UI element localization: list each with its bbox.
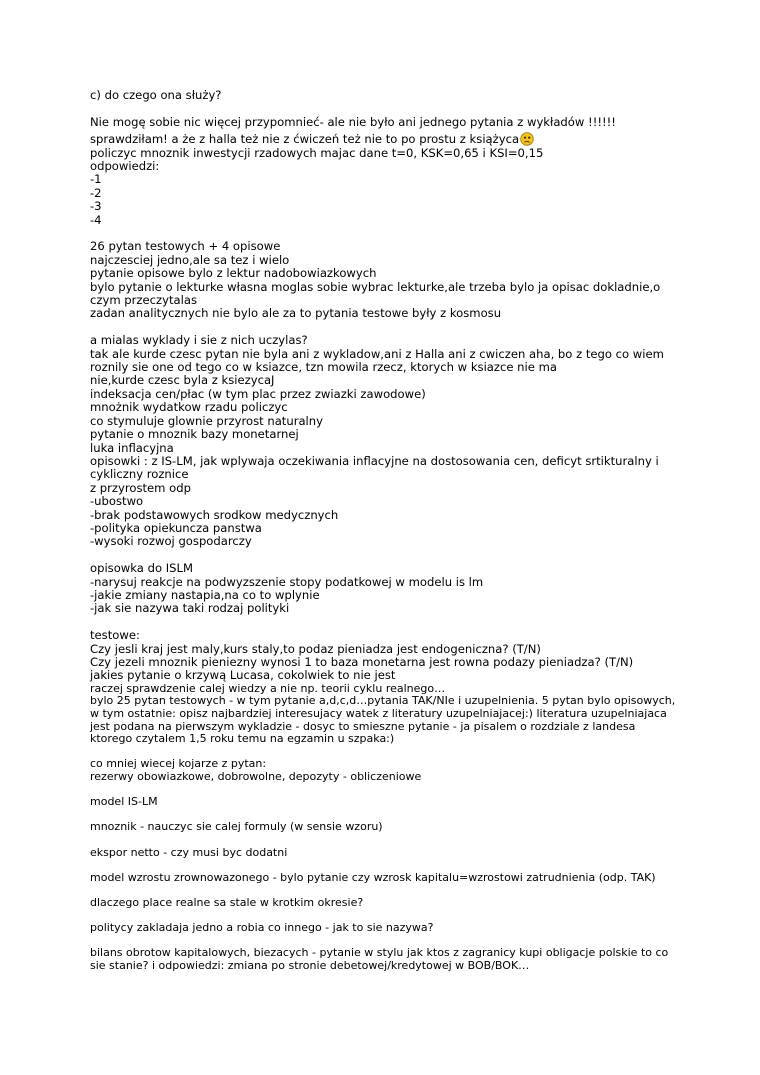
text-line: mnożnik wydatkow rzadu policzyc — [90, 400, 288, 415]
text-line: zadan analitycznych nie bylo ale za to pytania testowe były z kosmosu — [90, 306, 502, 321]
text-line: bylo pytanie o lekturke własna moglas sobie wybrac lekturke,ale trzeba bylo ja opisac dokladnie,o — [90, 279, 661, 294]
text-line: 26 pytan testowych + 4 opisowe — [90, 239, 281, 254]
text-line: bylo 25 pytan testowych - w tym pytanie a,d,c,d…pytania TAK/NIe i uzupelnienia. 5 pytan bylo opisowych, — [90, 694, 676, 708]
text-line: Czy jesli kraj jest maly,kurs staly,to podaz pieniadza jest endogeniczna? (T/N) — [90, 641, 541, 656]
text-line: model wzrostu zrownowazonego - bylo pytanie czy wzrosk kapitalu=wzrostowi zatrudnienia (odp. TAK) — [90, 870, 656, 884]
text-line: politycy zakladaja jedno a robia co innego - jak to sie nazywa? — [90, 921, 434, 935]
text-line: raczej sprawdzenie calej wiedzy a nie np. teorii cyklu realnego… — [90, 681, 446, 695]
text-line: opisowka do ISLM — [90, 561, 193, 576]
text-line: a mialas wyklady i sie z nich uczylas? — [90, 333, 308, 348]
text-line: odpowiedzi: — [90, 159, 160, 174]
confused-smiley-icon — [520, 132, 534, 146]
text-line: -polityka opiekuncza panstwa — [90, 520, 262, 535]
text-line: -4 — [90, 212, 102, 227]
text-line: sie stanie? i odpowiedzi: zmiana po stronie debetowej/kredytowej w BOB/BOK… — [90, 958, 530, 972]
text-line: Czy jezeli mnoznik pieniezny wynosi 1 to baza monetarna jest rowna podazy pieniadza? (T/N) — [90, 654, 634, 669]
text-line: cykliczny roznice — [90, 467, 189, 482]
text-line: Nie mogę sobie nic więcej przypomnieć- ale nie było ani jednego pytania z wykładów !!!!!! — [90, 114, 616, 129]
text-line: indeksacja cen/płac (w tym plac przez zwiazki zawodowe) — [90, 386, 426, 401]
text-line: policzyc mnoznik inwestycji rzadowych majac dane t=0, KSK=0,65 i KSI=0,15 — [90, 145, 544, 160]
text-line: mnoznik - nauczyc sie calej formuly (w sensie wzoru) — [90, 820, 383, 834]
text-line: opisowki : z IS-LM, jak wplywaja oczekiwania inflacyjne na dostosowania cen, deficyt srtikturalny i — [90, 453, 659, 468]
text-line: -1 — [90, 172, 102, 187]
text-line: rezerwy obowiazkowe, dobrowolne, depozyty - obliczeniowe — [90, 769, 422, 783]
text-line: -3 — [90, 199, 102, 214]
text-line-with-smiley — [90, 132, 675, 146]
text-line: -jak sie nazywa taki rodzaj polityki — [90, 601, 290, 616]
text-line: -wysoki rozwoj gospodarczy — [90, 534, 252, 549]
text-line: co stymuluje glownie przyrost naturalny — [90, 413, 323, 428]
text-line: bilans obrotow kapitalowych, biezacych - pytanie w stylu jak ktos z zagranicy kupi obligacje polskie to co — [90, 946, 669, 960]
text-line: nie,kurde czesc byla z ksiezycaJ — [90, 373, 275, 388]
text-line: pytanie o mnoznik bazy monetarnej — [90, 427, 299, 442]
text-line: jest podana na pierwszym wykladzie - dosyc to smieszne pytanie - ja pisalem o rozdziale z landesa — [90, 719, 636, 733]
text-line: c) do czego ona służy? — [90, 88, 222, 102]
text-line: sprawdziłam! a że z halla też nie z ćwiczeń też nie to po prostu z książyca — [90, 132, 520, 147]
text-line: -ubostwo — [90, 494, 144, 509]
document-content — [90, 89, 675, 972]
text-line: testowe: — [90, 628, 140, 643]
text-line: czym przeczytalas — [90, 293, 197, 308]
text-line: ekspor netto - czy musi byc dodatni — [90, 845, 288, 859]
text-line: -brak podstawowych srodkow medycznych — [90, 507, 339, 522]
text-line: ktorego czytalem 1,5 roku temu na egzamin u szpaka:) — [90, 732, 395, 746]
text-line: tak ale kurde czesc pytan nie byla ani z wykladow,ani z Halla ani z cwiczen aha, bo z tego co wiem — [90, 346, 664, 361]
text-line: -2 — [90, 185, 102, 200]
text-line: model IS-LM — [90, 795, 158, 809]
text-line: -jakie zmiany nastapia,na co to wplynie — [90, 587, 320, 602]
text-line: w tym ostatnie: opisz najbardziej interesujacy watek z literatury uzupelniajacej:) literatura uzupelniajaca — [90, 706, 667, 720]
text-line: jakies pytanie o krzywą Lucasa, cokolwiek to nie jest — [90, 668, 396, 683]
text-line: luka inflacyjna — [90, 440, 174, 455]
text-line: najczesciej jedno,ale sa tez i wielo — [90, 252, 290, 267]
text-line: -narysuj reakcje na podwyzszenie stopy podatkowej w modelu is lm — [90, 574, 484, 589]
text-line: pytanie opisowe bylo z lektur nadobowiazkowych — [90, 266, 377, 281]
text-line: dlaczego place realne sa stale w krotkim okresie? — [90, 895, 364, 909]
text-line: roznily sie one od tego co w ksiazce, tzn mowila rzecz, ktorych w ksiazce nie ma — [90, 360, 557, 375]
text-line: z przyrostem odp — [90, 480, 191, 495]
text-line: co mniej wiecej kojarze z pytan: — [90, 757, 267, 771]
